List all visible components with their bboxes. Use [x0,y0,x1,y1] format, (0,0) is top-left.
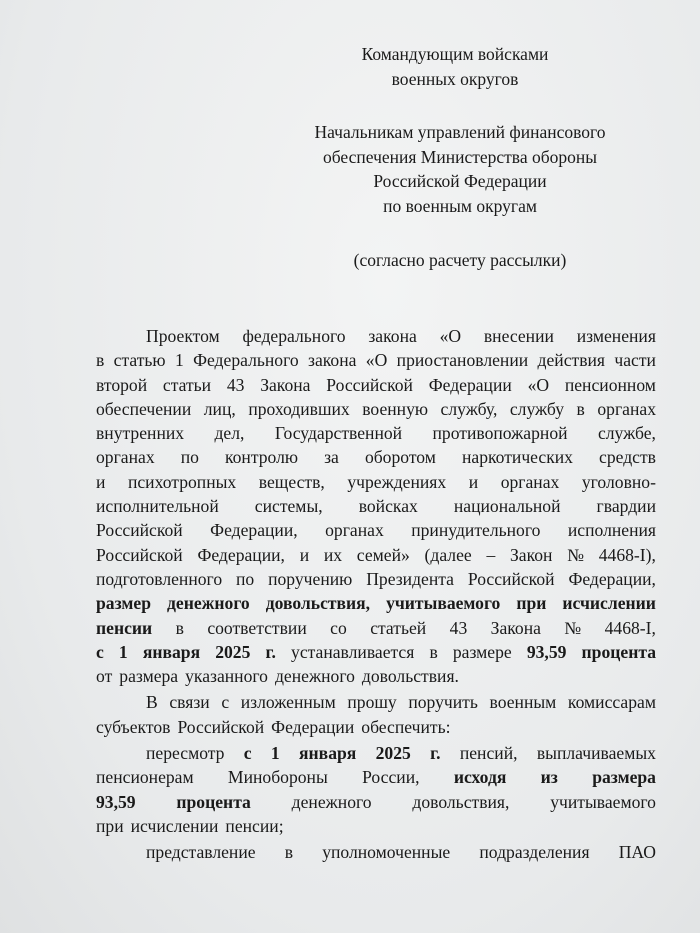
word: выплачиваемых [536,743,656,764]
word: размере [452,641,512,662]
word: связи [169,692,210,713]
word: Федерального [193,350,299,371]
word: контролю [224,447,299,468]
word: изложенным [240,692,336,713]
word: приостановлении [396,350,529,371]
word: Российской [177,716,265,737]
word: учитываемого [386,593,501,614]
text-line [96,373,656,397]
word: военным [489,692,557,713]
word: закона [368,326,417,346]
word: статьи [162,374,212,395]
word: Федерации [428,374,512,395]
word: представление [146,842,256,863]
word: Федерации, [210,520,298,541]
word: от [96,666,113,687]
word: органах [500,471,560,492]
addressee-line: обеспечения Министерства обороны [322,146,598,167]
word: В [146,692,158,713]
word: довольствия, [412,791,510,812]
word: исполнения [567,520,656,541]
word: уголовно- [581,471,656,492]
word: России, [362,767,420,788]
word: при [516,593,547,614]
text-line [96,518,656,542]
word: размер [96,593,151,614]
word: г. [265,641,276,662]
text-line [96,591,656,615]
word: службу [509,398,565,419]
word: исходя [453,767,507,788]
word: процента [581,641,656,662]
word: «О [527,374,550,395]
word: веществ, [258,471,325,492]
word: за [324,447,339,468]
paragraph-3 [96,741,656,838]
letter-body [96,324,656,865]
word: пересмотр [146,743,225,764]
word: действия [537,350,606,371]
word: Проектом [146,326,220,346]
text-line [96,715,656,739]
word: обеспечить: [361,716,451,737]
word: 93,59 [96,791,136,812]
word: психотропных [127,471,237,492]
addressee-line: по военным округам [383,195,537,216]
text-line [96,397,656,421]
word: с [221,692,230,713]
word: 43 [449,617,468,638]
word: прошу [347,692,397,713]
text-line [96,494,656,518]
word: № [564,617,582,638]
word: по [236,568,255,589]
word: гвардии [596,496,656,517]
word: внесении [483,326,554,346]
word: исчислении [562,593,656,614]
word: их [323,544,343,565]
word: 1 [118,641,128,662]
text-line [96,640,656,664]
word: лиц, [203,398,236,419]
word: федерального [242,326,346,346]
word: органах [325,520,384,541]
word: денежного [166,593,250,614]
text-line [96,324,656,348]
word: Российской [467,568,555,589]
distribution-note: (согласно расчету рассылки) [353,250,567,270]
word: противопожарной [432,423,568,444]
word: пенсий, [459,743,518,764]
word: с [96,641,104,662]
word: Закон [509,544,553,565]
word: денежного [291,791,372,812]
text-line [96,664,656,688]
word: размера [592,767,656,788]
word: января [142,641,201,662]
word: довольствия, [265,593,371,614]
word: принудительного [411,520,541,541]
word: и [96,471,106,492]
addressee-line: Российской Федерации [373,171,547,191]
text-line [96,348,656,372]
word: в [96,350,105,371]
word: размера [119,666,179,687]
word: Российской [96,520,183,541]
word: и [468,471,479,492]
paragraph-1 [96,324,656,688]
word: 43 [226,374,245,395]
word: оборотом [364,447,436,468]
addressee-line: Начальникам управлений финансового [314,122,606,142]
word: со [330,617,347,638]
word: 1 [174,350,184,371]
text-line [96,616,656,640]
text-line [96,470,656,494]
word: средств [599,447,656,468]
word: пенсии; [225,815,284,836]
word: подготовленного [96,568,223,589]
word: 2025 [375,743,411,764]
word: учитываемого [550,791,656,812]
word: Президента [366,568,454,589]
word: 4468-I), [598,544,656,565]
word: второй [96,374,148,395]
word: комиссарам [567,692,656,713]
word: уполномоченные [322,842,451,863]
word: органах [597,398,656,419]
word: и [299,544,310,565]
word: Закона [260,374,311,395]
word: «О [365,350,388,371]
word: с [243,743,252,764]
word: при [96,815,124,836]
word: поручению [268,568,353,589]
word: Закона [490,617,541,638]
word: (далее [424,544,472,565]
text-line [96,445,656,469]
text-line [96,741,656,765]
word: системы, [254,496,323,517]
word: исполнительной [96,496,219,517]
word: Минобороны [227,767,328,788]
word: 1 [270,743,280,764]
word: Федерации, [568,568,656,589]
word: января [299,743,357,764]
word: Федерации, [197,544,285,565]
word: войсках [358,496,418,517]
addressee-line: военных округов [391,68,519,89]
word: части [614,350,656,371]
word: Федерации [271,716,355,737]
word: – [486,544,496,565]
word: денежного [274,666,355,687]
word: 4468-I, [604,617,656,638]
addressee-commanders [330,42,580,91]
word: из [540,767,558,788]
word: наркотических [461,447,573,468]
word: службе, [597,423,656,444]
text-line [96,543,656,567]
word: г. [430,743,441,764]
addressee-line: Командующим войсками [361,44,549,64]
word: внутренних [96,423,185,444]
word: проходивших [248,398,350,419]
word: органах [96,447,155,468]
addressee-finance [280,120,640,218]
word: 93,59 [526,641,567,662]
word: устанавливается [291,641,415,662]
word: статью [113,350,166,371]
word: в [284,842,294,863]
word: Российской [326,374,413,395]
word: 2025 [215,641,251,662]
word: обеспечении [96,398,192,419]
word: в [175,617,184,638]
word: семей» [356,544,410,565]
text-line [96,790,656,814]
text-line [96,814,656,838]
word: статьей [370,617,427,638]
word: указанного [185,666,268,687]
word: подразделения [479,842,590,863]
word: дел, [214,423,245,444]
word: № [567,544,584,565]
word: закона [308,350,357,371]
word: пенсии [96,617,153,638]
word: соответствии [207,617,307,638]
word: пенсионном [564,374,656,395]
text-line [96,567,656,591]
word: ПАО [618,842,656,863]
paragraph-2 [96,690,656,739]
text-line [96,840,656,864]
text-line [96,421,656,445]
word: в [576,398,585,419]
word: изменения [576,326,656,346]
text-line [96,765,656,789]
word: пенсионерам [96,767,194,788]
word: Российской [96,544,183,565]
word: «О [439,326,462,346]
word: довольствия. [361,666,459,687]
word: процента [176,791,251,812]
word: военную [362,398,429,419]
word: по [180,447,199,468]
word: учреждениях [347,471,447,492]
word: поручить [408,692,478,713]
paragraph-4 [96,840,656,864]
word: службу, [440,398,498,419]
word: субъектов [96,716,171,737]
word: в [429,641,438,662]
word: Государственной [274,423,403,444]
word: исчислении [130,815,219,836]
word: национальной [453,496,561,517]
text-line [96,690,656,714]
